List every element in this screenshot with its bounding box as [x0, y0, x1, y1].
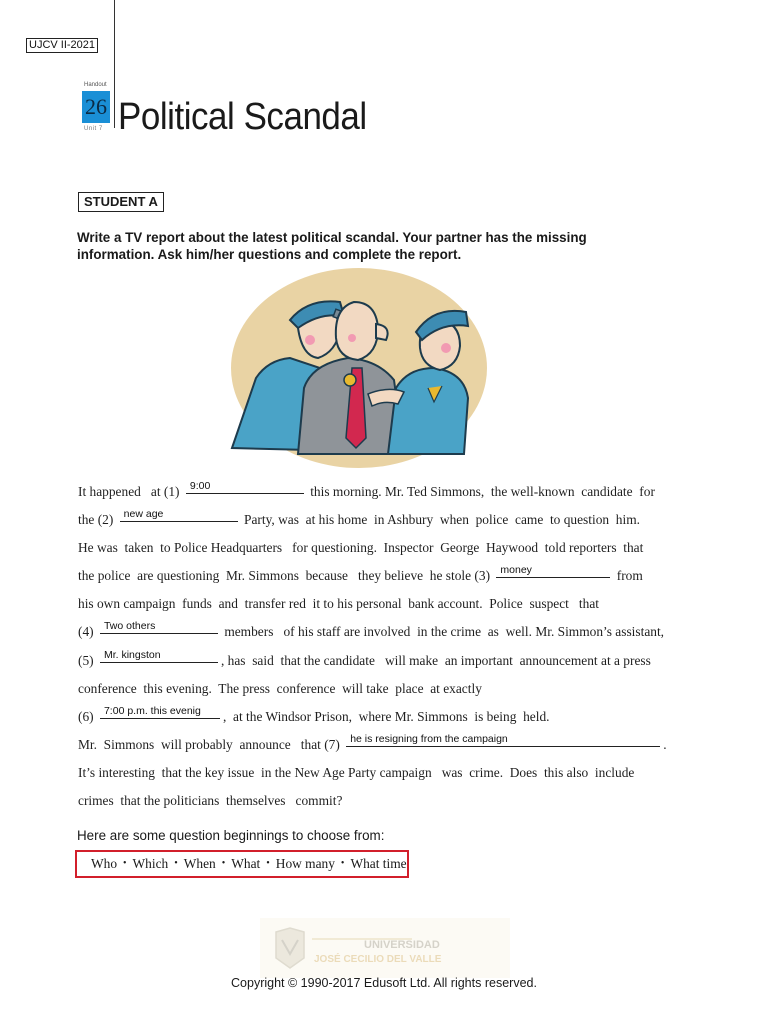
- answer-4: Two others: [103, 620, 156, 633]
- handout-number: 26: [82, 91, 110, 123]
- report-text-segment: his own campaign funds and transfer red it to his personal bank account. Police suspect that: [78, 596, 599, 612]
- watermark-line-2: JOSÉ CECILIO DEL VALLE: [314, 954, 442, 965]
- report-text-segment: the (2): [78, 512, 117, 528]
- report-text-segment: members of his staff are involved in the crime as well. Mr. Simmon’s assistant,: [220, 624, 665, 640]
- report-line-10: [78, 731, 668, 759]
- bullet-separator: •: [340, 858, 345, 869]
- answer-blank-7[interactable]: [346, 731, 660, 747]
- answer-3: money: [500, 564, 532, 577]
- report-text-segment: (4): [78, 624, 97, 640]
- page-title: Political Scandal: [118, 96, 367, 138]
- report-line-8: [78, 675, 668, 703]
- watermark-line-1: UNIVERSIDAD: [364, 939, 440, 951]
- copyright-notice: Copyright © 1990-2017 Edusoft Ltd. All rights reserved.: [231, 976, 537, 990]
- answer-1: 9:00: [189, 480, 211, 492]
- question-word: How many: [275, 856, 335, 871]
- question-beginnings-box: [75, 850, 409, 878]
- report-text-segment: It’s interesting that the key issue in the New Age Party campaign was crime. Does this also include: [78, 764, 635, 780]
- report-text-segment: He was taken to Police Headquarters for questioning. Inspector George Haywood told reporters that: [78, 540, 644, 556]
- report-text-segment: (6): [78, 708, 97, 724]
- answer-blank-1[interactable]: [186, 478, 304, 494]
- report-line-11: [78, 759, 668, 787]
- answer-blank-3[interactable]: [496, 562, 610, 578]
- question-word: Who: [91, 856, 118, 871]
- bullet-separator: •: [221, 858, 226, 869]
- report-text-segment: It happened at (1): [78, 484, 183, 499]
- report-line-2: [78, 506, 668, 534]
- answer-5: Mr. kingston: [103, 648, 161, 661]
- student-label: STUDENT A: [78, 192, 164, 212]
- header-divider: [114, 0, 115, 128]
- report-text-segment: from: [613, 568, 643, 584]
- question-word: Which: [132, 856, 169, 871]
- bullet-separator: •: [123, 858, 127, 869]
- report-line-1: [78, 478, 668, 506]
- question-word: What: [231, 856, 261, 871]
- report-line-12: [78, 787, 668, 815]
- report-text-segment: (5): [78, 652, 97, 668]
- report-line-4: [78, 562, 668, 590]
- unit-label: Unit 7: [84, 126, 103, 132]
- answer-blank-5[interactable]: [100, 647, 218, 663]
- report-text: [78, 478, 668, 815]
- report-text-segment: this morning. Mr. Ted Simmons, the well-known candidate for: [306, 484, 655, 499]
- report-text-segment: the police are questioning Mr. Simmons because they believe he stole (3): [78, 568, 494, 584]
- report-text-segment: Mr. Simmons will probably announce that (7): [78, 736, 344, 752]
- report-line-7: [78, 647, 668, 675]
- police-arrest-illustration: [228, 268, 490, 476]
- bullet-separator: •: [266, 858, 270, 869]
- report-text-segment: , at the Windsor Prison, where Mr. Simmons is being held.: [222, 708, 550, 724]
- answer-blank-6[interactable]: [100, 703, 220, 719]
- report-line-9: [78, 703, 668, 731]
- handout-label: Handout: [84, 82, 107, 88]
- document-code: UJCV II-2021: [26, 38, 98, 53]
- answer-2: new age: [123, 508, 164, 521]
- answer-blank-2[interactable]: [120, 506, 238, 522]
- answer-blank-4[interactable]: [100, 618, 218, 634]
- university-watermark-logo: [260, 918, 510, 978]
- report-line-5: [78, 590, 668, 618]
- report-line-3: [78, 534, 668, 562]
- report-line-6: [78, 618, 668, 646]
- instructions: Write a TV report about the latest political scandal. Your partner has the missing information. Ask him/her questions and complete the report.: [77, 230, 587, 262]
- question-word: When: [183, 856, 216, 871]
- question-beginnings-heading: Here are some question beginnings to choose from:: [77, 828, 385, 843]
- answer-6: 7:00 p.m. this evenig: [103, 704, 201, 717]
- question-word: What time: [350, 856, 407, 871]
- report-text-segment: Party, was at his home in Ashbury when police came to question him.: [240, 512, 640, 528]
- report-text-segment: .: [663, 736, 667, 752]
- answer-7: he is resigning from the campaign: [350, 732, 508, 745]
- bullet-separator: •: [174, 858, 178, 869]
- report-text-segment: crimes that the politicians themselves commit?: [78, 793, 343, 809]
- report-text-segment: conference this evening. The press conference will take place at exactly: [78, 680, 482, 696]
- report-text-segment: , has said that the candidate will make an important announcement at a press: [220, 652, 651, 668]
